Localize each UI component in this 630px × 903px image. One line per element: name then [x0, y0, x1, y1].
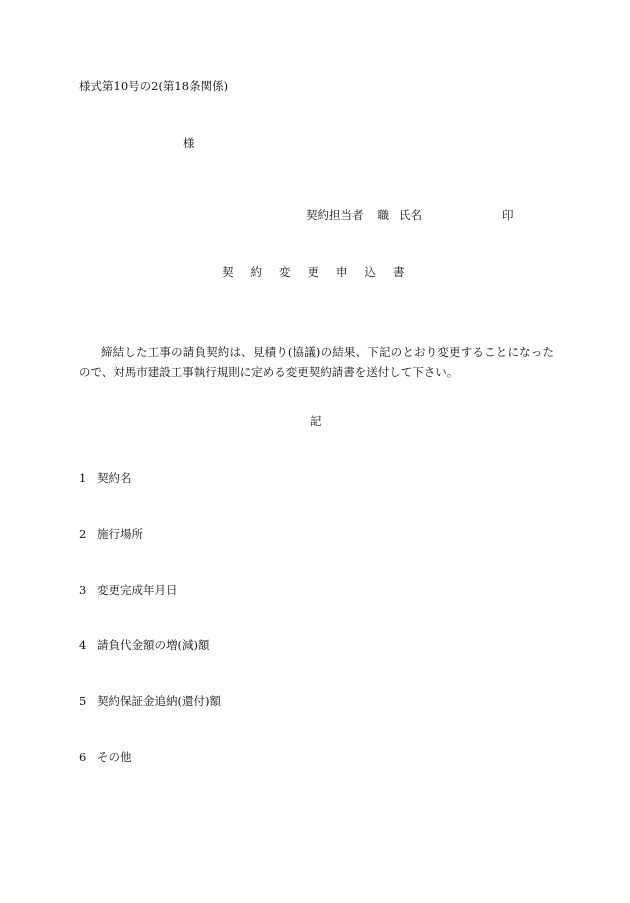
sender-role: 契約担当者 [306, 208, 364, 222]
sender-title-label: 職 [377, 208, 389, 222]
item-number: 4 [79, 638, 87, 652]
item-label: 施行場所 [97, 527, 143, 541]
body-paragraph: 締結した工事の請負契約は、見積り(協議)の結果、下記のとおり変更することになったので、対馬市建設工事執行規則に定める変更契約請書を送付して下さい。 [79, 345, 554, 379]
list-item [79, 640, 209, 652]
item-number: 5 [79, 694, 87, 708]
list-item [79, 529, 143, 541]
form-number: 様式第10号の2(第18条関係) [79, 79, 229, 93]
sender-block [306, 210, 514, 222]
addressee-suffix: 様 [183, 136, 195, 150]
note-heading: 記 [310, 414, 322, 428]
item-number: 2 [79, 527, 87, 541]
sender-name-label: 氏名 [399, 208, 422, 222]
list-item [79, 473, 132, 485]
item-label: 変更完成年月日 [97, 583, 178, 597]
item-number: 6 [79, 750, 87, 764]
seal-label: 印 [502, 208, 514, 222]
item-number: 3 [79, 583, 87, 597]
list-item [79, 585, 178, 597]
item-label: その他 [97, 750, 132, 764]
item-label: 契約保証金追納(還付)額 [97, 694, 221, 708]
list-item [79, 752, 132, 764]
item-label: 請負代金額の増(減)額 [97, 638, 210, 652]
item-number: 1 [79, 471, 87, 485]
list-item [79, 696, 221, 708]
document-title: 契約変更申込書 [222, 265, 422, 279]
item-label: 契約名 [97, 471, 132, 485]
